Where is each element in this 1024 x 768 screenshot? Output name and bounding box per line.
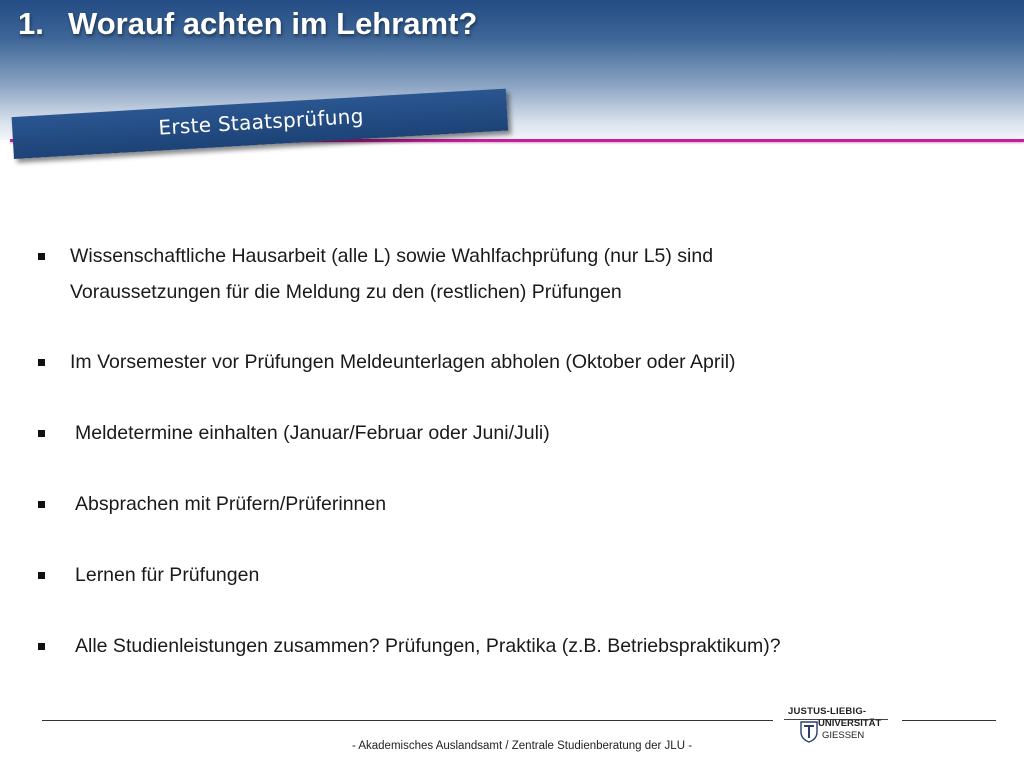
footer-rule-right bbox=[902, 720, 996, 721]
title-number: 1. bbox=[18, 6, 44, 41]
bullet-marker bbox=[38, 643, 45, 650]
logo-line-1: JUSTUS-LIEBIG- bbox=[788, 706, 867, 717]
bullet-marker bbox=[38, 430, 45, 437]
university-logo bbox=[784, 706, 896, 750]
list-item-text: Absprachen mit Prüfern/Prüferinnen bbox=[75, 493, 387, 515]
bullet-marker bbox=[38, 501, 45, 508]
bullet-marker bbox=[38, 253, 45, 260]
list-item-text: Wissenschaftliche Hausarbeit (alle L) sowie Wahlfachprüfung (nur L5) sind bbox=[70, 245, 714, 267]
bullet-marker bbox=[38, 359, 45, 366]
list-item-text: Alle Studienleistungen zusammen? Prüfungen, Praktika (z.B. Betriebspraktikum)? bbox=[75, 635, 781, 657]
section-label: Erste Staatsprüfung bbox=[157, 103, 365, 140]
logo-line-2: UNIVERSITÄT bbox=[818, 718, 882, 729]
footer-rule-left bbox=[42, 720, 773, 721]
bullet-marker bbox=[38, 572, 45, 579]
list-item-text: Voraussetzungen für die Meldung zu den (restlichen) Prüfungen bbox=[70, 281, 622, 303]
university-crest-icon bbox=[800, 721, 818, 743]
logo-line-3: GIESSEN bbox=[822, 730, 865, 741]
list-item-text: Lernen für Prüfungen bbox=[75, 564, 260, 586]
list-item-text: Im Vorsemester vor Prüfungen Meldeunterlagen abholen (Oktober oder April) bbox=[70, 351, 736, 373]
footer-text: - Akademisches Auslandsamt / Zentrale Studienberatung der JLU - bbox=[351, 740, 693, 752]
title-text: Worauf achten im Lehramt? bbox=[68, 6, 478, 41]
list-item-text: Meldetermine einhalten (Januar/Februar oder Juni/Juli) bbox=[75, 422, 550, 444]
